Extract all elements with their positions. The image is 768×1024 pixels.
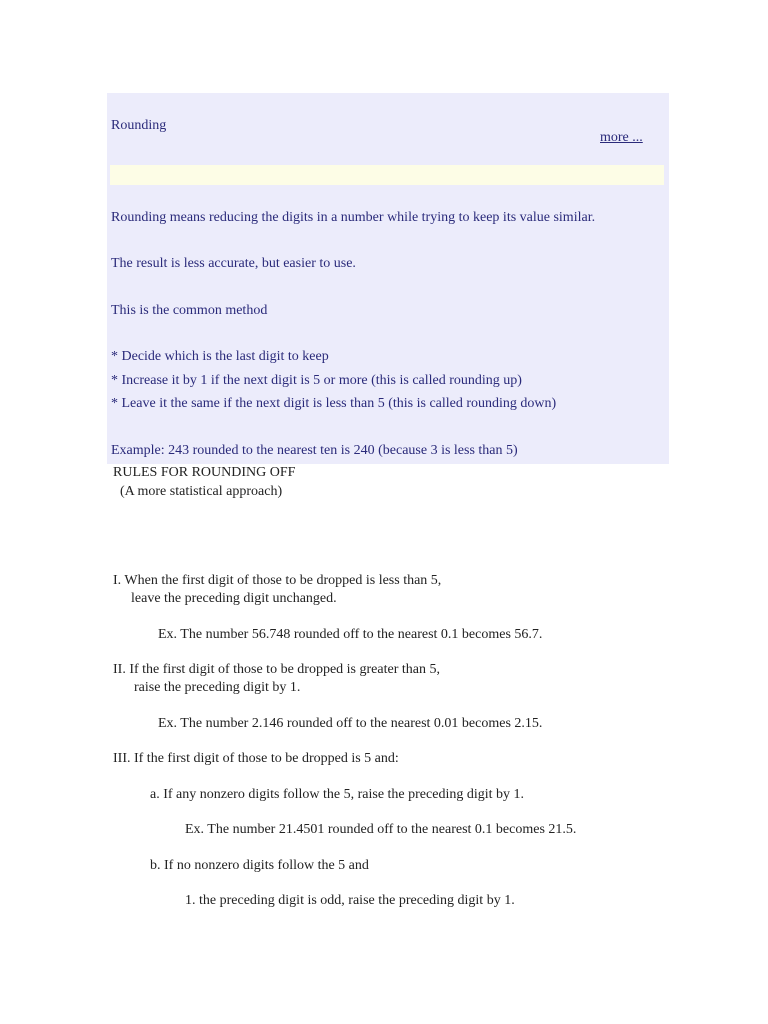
step-item: * Leave it the same if the next digit is less than 5 (this is called rounding down) [111,396,557,411]
example-text: Example: 243 rounded to the nearest ten is 240 (because 3 is less than 5) [111,443,518,458]
highlight-bar [110,165,664,185]
rule-1-example: Ex. The number 56.748 rounded off to the nearest 0.1 becomes 56.7. [158,627,543,642]
panel-title: Rounding [111,118,167,133]
rule-1-line-1: I. When the first digit of those to be dropped is less than 5, [113,573,442,588]
rule-2-line-2: raise the preceding digit by 1. [134,680,301,695]
rule-2-example: Ex. The number 2.146 rounded off to the nearest 0.01 becomes 2.15. [158,716,543,731]
accuracy-paragraph: The result is less accurate, but easier to use. [111,256,356,271]
page-title: RULES FOR ROUNDING OFF [113,465,296,480]
method-paragraph: This is the common method [111,303,268,318]
rule-2-line-1: II. If the first digit of those to be dropped is greater than 5, [113,662,440,677]
rule-3-line-1: III. If the first digit of those to be dropped is 5 and: [113,751,399,766]
rule-3-sub-a: a. If any nonzero digits follow the 5, raise the preceding digit by 1. [150,787,525,802]
rule-1-line-2: leave the preceding digit unchanged. [131,591,337,606]
rule-3-sub-b-1: 1. the preceding digit is odd, raise the preceding digit by 1. [185,893,515,908]
rule-3-sub-b: b. If no nonzero digits follow the 5 and [150,858,369,873]
page-subtitle: (A more statistical approach) [120,484,283,499]
definition-paragraph: Rounding means reducing the digits in a number while trying to keep its value similar. [111,210,596,225]
rounding-definition-panel [107,93,669,464]
more-link[interactable]: more ... [600,130,643,145]
rule-3-sub-a-example: Ex. The number 21.4501 rounded off to the nearest 0.1 becomes 21.5. [185,822,577,837]
step-item: * Decide which is the last digit to keep [111,349,329,364]
step-item: * Increase it by 1 if the next digit is 5 or more (this is called rounding up) [111,373,522,388]
